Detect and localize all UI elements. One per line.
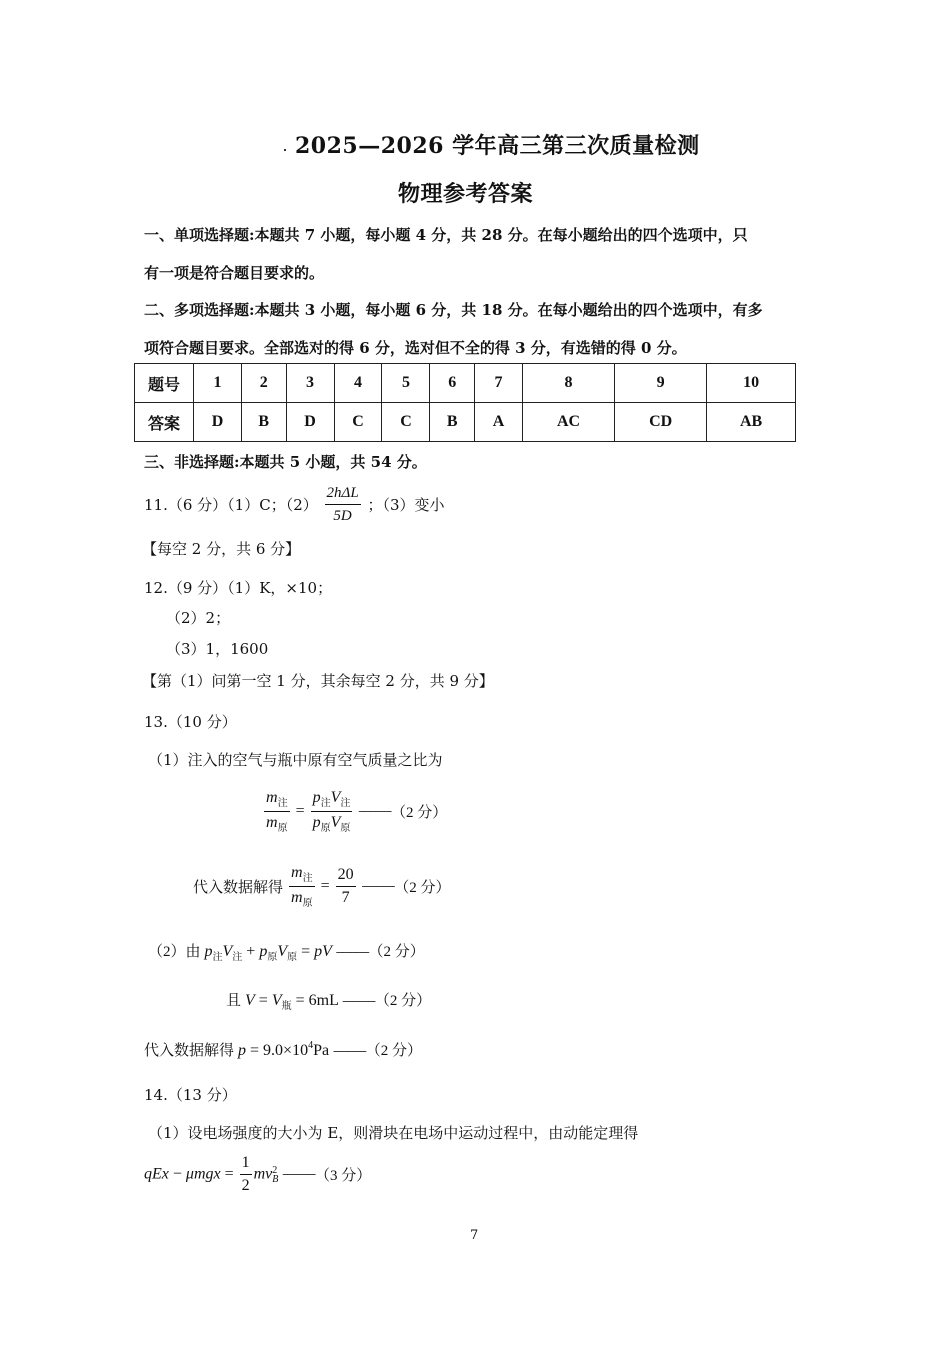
score: （2 分）	[394, 880, 451, 896]
table-cell: C	[334, 403, 382, 442]
q13-header: 13.（10 分）	[144, 713, 237, 731]
table-cell: 7	[475, 364, 523, 403]
section2-line1: 二、多项选择题:本题共 3 小题，每小题 6 分，共 18 分。在每小题给出的四个选项中，有多	[144, 301, 763, 319]
section1-line2: 有一项是符合题目要求的。	[144, 264, 325, 282]
table-cell: B	[430, 403, 475, 442]
q12-line3: （3）1，1600	[166, 640, 269, 658]
pv-ratio-fraction: $\frac{p_注V_注}{p_原V_原}$	[312, 789, 351, 834]
q14-header: 14.（13 分）	[144, 1086, 237, 1104]
q13-equation-1: $\frac{m_注}{m_原}$ = $\frac{p_注V_注}{p_原V_原}$ --------------（2 分）	[266, 789, 448, 834]
table-cell: 2	[241, 364, 286, 403]
score: （2 分）	[374, 993, 432, 1009]
table-cell: B	[241, 403, 286, 442]
score: （2 分）	[391, 805, 448, 821]
table-cell: 5	[382, 364, 430, 403]
q14-part1-intro: （1）设电场强度的大小为 E，则滑块在电场中运动过程中，由动能定理得	[148, 1124, 639, 1142]
q12-line1: 12.（9 分）（1）K，×10；	[144, 579, 333, 597]
q14-equation-1: qEx − μmgx = $\frac{1}{2}$ mv 2 B --------------（3 分）	[144, 1154, 372, 1194]
table-cell: 9	[615, 364, 707, 403]
q12-line2: （2）2；	[166, 609, 231, 627]
q11-frac-den: 5D	[333, 508, 352, 524]
table-cell: 3	[286, 364, 334, 403]
score: （3 分）	[315, 1168, 372, 1184]
table-row-numbers	[135, 364, 796, 403]
q11-frac-num: 2hΔL	[325, 482, 361, 505]
table-cell: A	[475, 403, 523, 442]
q11-fraction	[325, 482, 361, 527]
table-cell: D	[194, 403, 242, 442]
table-cell: 6	[430, 364, 475, 403]
table-cell: C	[382, 403, 430, 442]
table-header-cell: 题号	[135, 364, 194, 403]
q11-prefix: 11.（6 分）（1）C；（2）	[144, 496, 318, 514]
q13-equation-5: 代入数据解得 $p = 9.0\times 10^4Pa$ --------------（2 分）	[144, 1040, 422, 1059]
page-number: 7	[470, 1228, 479, 1243]
table-cell: 1	[194, 364, 242, 403]
table-cell: CD	[615, 403, 707, 442]
table-cell: 10	[707, 364, 796, 403]
q12-note: 【第（1）问第一空 1 分，其余每空 2 分，共 9 分】	[142, 672, 494, 690]
section3-line: 三、非选择题:本题共 5 小题，共 54 分。	[144, 453, 427, 471]
table-cell: D	[286, 403, 334, 442]
answer-table	[134, 363, 796, 442]
q11-note: 【每空 2 分，共 6 分】	[142, 540, 301, 558]
table-cell: 8	[523, 364, 615, 403]
q11-answer	[144, 482, 445, 527]
q13-equation-4: 且 $V = V_瓶 = 6mL$ --------------（2 分）	[226, 992, 432, 1012]
q13-part1-intro: （1）注入的空气与瓶中原有空气质量之比为	[148, 751, 443, 769]
page-title: 2025—2026 学年高三第三次质量检测	[295, 133, 700, 159]
score: （2 分）	[368, 944, 425, 960]
table-cell: AB	[707, 403, 796, 442]
section2-line2: 项符合题目要求。全部选对的得 6 分，选对但不全的得 3 分，有选错的得 0 分。	[144, 339, 687, 357]
table-header-cell: 答案	[135, 403, 194, 442]
table-row-answers	[135, 403, 796, 442]
page-subtitle: 物理参考答案	[398, 181, 534, 207]
section1-line1: 一、单项选择题:本题共 7 小题，每小题 4 分，共 28 分。在每小题给出的四个选项中，只	[144, 226, 748, 244]
scan-dot	[284, 149, 286, 151]
table-cell: 4	[334, 364, 382, 403]
mass-ratio-fraction: $\frac{m_注}{m_原}$	[266, 789, 288, 834]
q13-equation-3: （2）由 $p_注V_注 + p_原V_原$ = pV --------------（2 分）	[148, 943, 425, 963]
table-cell: AC	[523, 403, 615, 442]
score: （2 分）	[365, 1043, 422, 1059]
q11-suffix: ；（3）变小	[367, 496, 445, 514]
q13-equation-2: 代入数据解得 $\frac{m_注}{m_原}$ = $\frac{20}{7}$ --------------（2 分）	[193, 864, 451, 909]
